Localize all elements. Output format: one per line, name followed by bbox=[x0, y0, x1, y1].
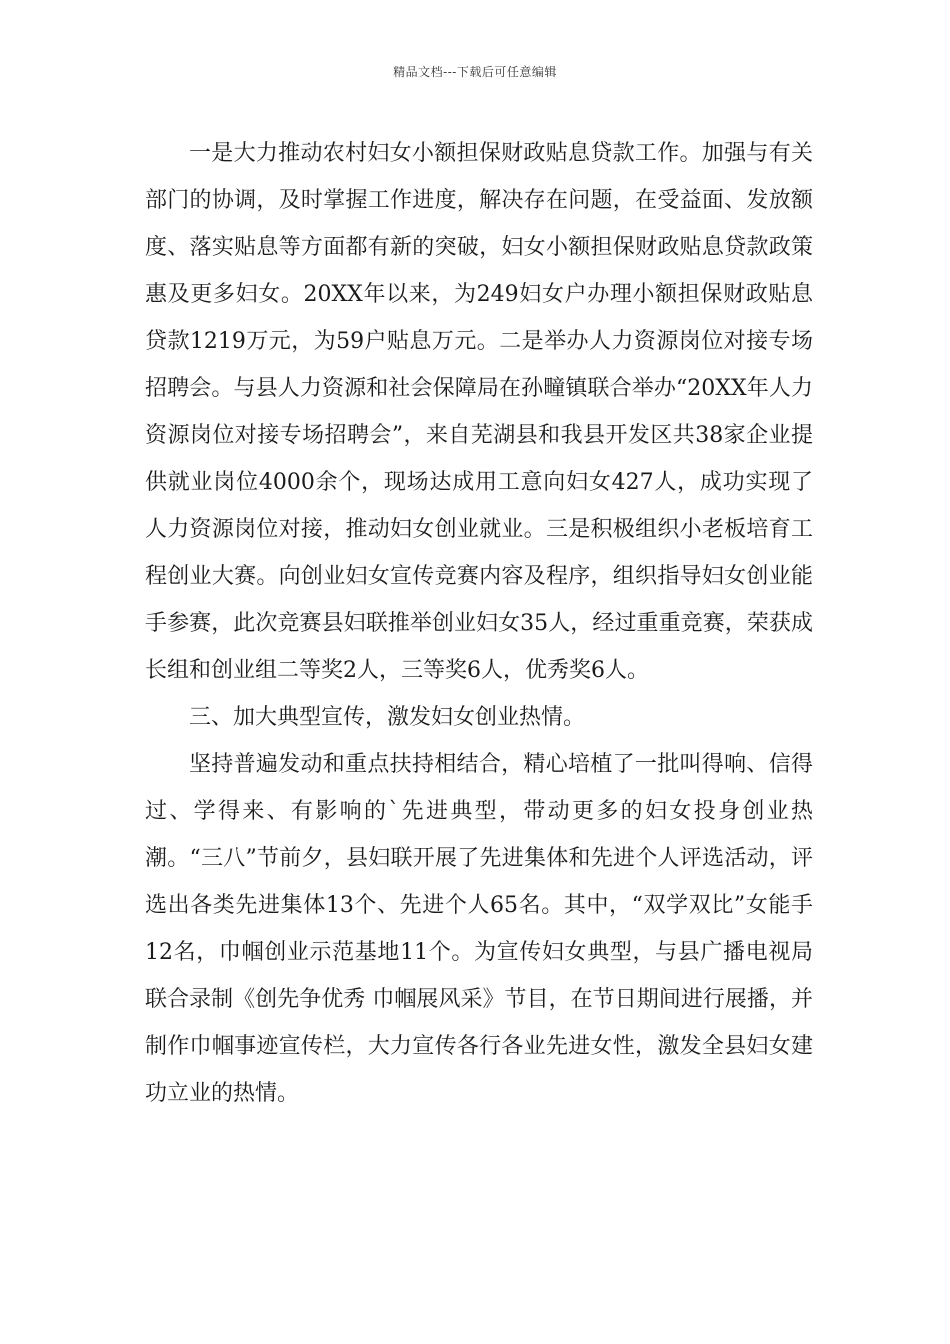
page-header: 精品文档---下载后可任意编辑 bbox=[393, 65, 557, 79]
section-heading-typical-publicity: 三、加大典型宣传，激发妇女创业热情。 bbox=[189, 705, 586, 730]
document-body bbox=[145, 130, 813, 1117]
paragraph-typical-models: 坚持普遍发动和重点扶持相结合，精心培植了一批叫得响、信得过、学得来、有影响的`先进典型，带动更多的妇女投身创业热潮。“三八”节前夕，县妇联开展了先进集体和先进个人评选活动，评选出各类先进集体13个、先进个人65名。其中，“双学双比”女能手12名，巾帼创业示范基地11个。为宣传妇女典型，与县广播电视局联合录制《创先争优秀 巾帼展风采》节目，在节日期间进行展播，并制作巾帼事迹宣传栏，大力宣传各行各业先进女性，激发全县妇女建功立业的热情。 bbox=[145, 752, 813, 1106]
paragraph-women-loans-jobs-contest: 一是大力推动农村妇女小额担保财政贴息贷款工作。加强与有关部门的协调，及时掌握工作进度，解决存在问题，在受益面、发放额度、落实贴息等方面都有新的突破，妇女小额担保财政贴息贷款政策惠及更多妇女。20XX年以来，为249妇女户办理小额担保财政贴息贷款1219万元，为59户贴息万元。二是举办人力资源岗位对接专场招聘会。与县人力资源和社会保障局在孙疃镇联合举办“20XX年人力资源岗位对接专场招聘会”，来自芜湖县和我县开发区共38家企业提供就业岗位4000余个，现场达成用工意向妇女427人，成功实现了人力资源岗位对接，推动妇女创业就业。三是积极组织小老板培育工程创业大赛。向创业妇女宣传竞赛内容及程序，组织指导妇女创业能手参赛，此次竞赛县妇联推举创业妇女35人，经过重重竞赛，荣获成长组和创业组二等奖2人，三等奖6人，优秀奖6人。 bbox=[145, 141, 813, 683]
